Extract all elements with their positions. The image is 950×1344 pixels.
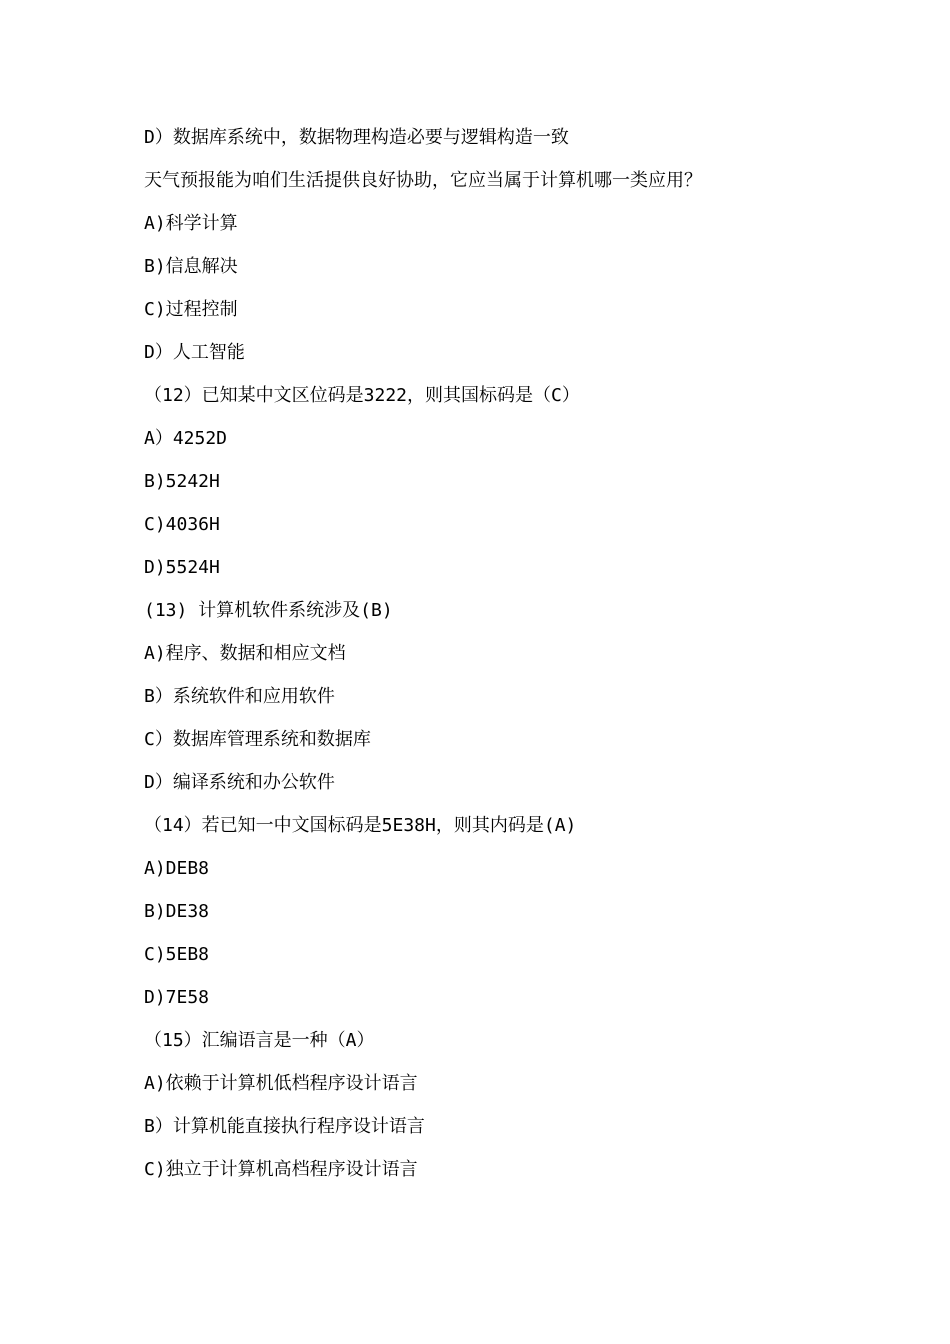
option-line: B)信息解决 — [144, 256, 238, 277]
option-line: D）编译系统和办公软件 — [144, 772, 335, 793]
option-line: C)4036H — [144, 514, 220, 535]
option-line: C)5EB8 — [144, 944, 210, 965]
option-line: B)5242H — [144, 471, 220, 492]
question-line: （15）汇编语言是一种（A） — [144, 1030, 375, 1051]
option-line: A)依赖于计算机低档程序设计语言 — [144, 1073, 418, 1094]
option-line: B）系统软件和应用软件 — [144, 686, 335, 707]
option-line: D)5524H — [144, 557, 220, 578]
option-line: C)过程控制 — [144, 299, 238, 320]
question-line: 天气预报能为咱们生活提供良好协助，它应当属于计算机哪一类应用？ — [144, 170, 702, 191]
option-line: C)独立于计算机高档程序设计语言 — [144, 1159, 418, 1180]
option-line: A）4252D — [144, 428, 228, 449]
option-line: B）计算机能直接执行程序设计语言 — [144, 1116, 425, 1137]
text-line: D）数据库系统中，数据物理构造必要与逻辑构造一致 — [144, 127, 569, 148]
option-line: A)科学计算 — [144, 213, 238, 234]
option-line: C）数据库管理系统和数据库 — [144, 729, 371, 750]
option-line: A)DEB8 — [144, 858, 210, 879]
option-line: A)程序、数据和相应文档 — [144, 643, 346, 664]
question-line: （12）已知某中文区位码是3222，则其国标码是（C） — [144, 385, 580, 406]
option-line: B)DE38 — [144, 901, 210, 922]
question-line: (13) 计算机软件系统涉及(B) — [144, 600, 393, 621]
option-line: D）人工智能 — [144, 342, 245, 363]
option-line: D)7E58 — [144, 987, 210, 1008]
question-line: （14）若已知一中文国标码是5E38H，则其内码是(A) — [144, 815, 577, 836]
